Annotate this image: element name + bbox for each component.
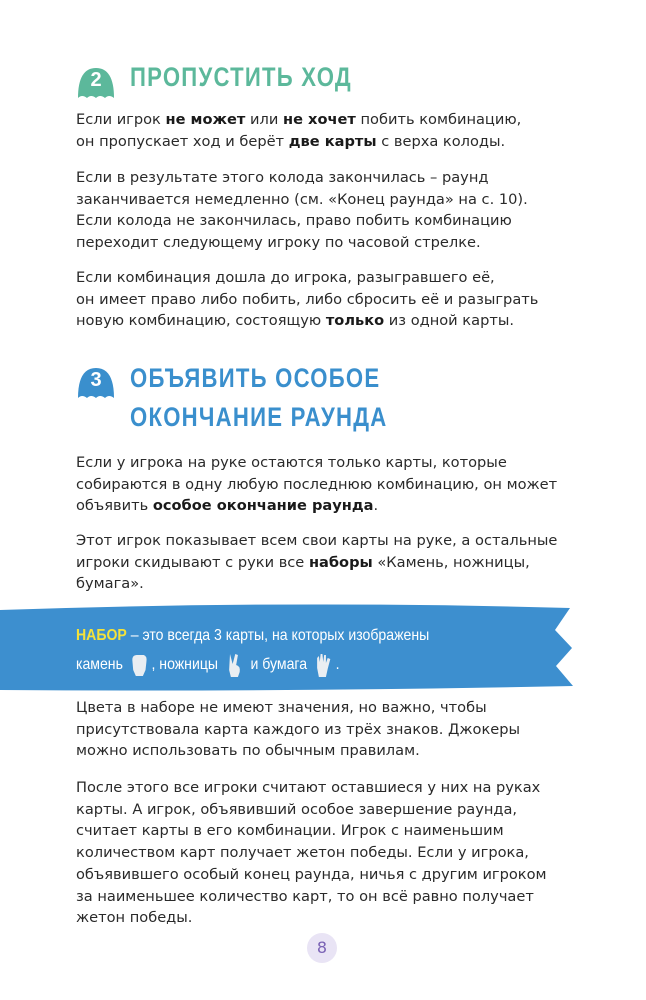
text: считает карты в его комбинации. Игрок с наименьшим [76, 822, 504, 840]
text-line [76, 820, 547, 842]
text-line [76, 131, 521, 153]
text-line [76, 289, 538, 311]
text-line [76, 167, 528, 189]
text-line [76, 719, 520, 741]
rock-hand-icon [129, 652, 148, 678]
set-keyword: НАБОР [76, 627, 127, 644]
bold-text: две карты [288, 132, 377, 150]
text: собираются в одну любую последнюю комбинацию, он может [76, 475, 558, 493]
text-line [76, 799, 547, 821]
bold-text: наборы [308, 553, 373, 571]
section-2-title: ПРОПУСТИТЬ ХОД [130, 62, 352, 92]
section-3-number: 3 [90, 369, 102, 391]
text-line [76, 474, 557, 496]
text: он имеет право либо побить, либо сбросить её и разыграть [76, 290, 539, 308]
text: Если в результате этого колода закончилась – раунд [76, 169, 489, 186]
paragraph [76, 777, 547, 929]
text-line [76, 777, 547, 799]
section-3-title-line-1: ОБЪЯВИТЬ ОСОБОЕ [130, 363, 381, 393]
text-line [76, 864, 547, 886]
rock-label: камень [76, 656, 123, 673]
paragraph [76, 167, 528, 254]
paragraph [76, 452, 557, 517]
text-line [76, 740, 520, 762]
text: . [373, 497, 379, 515]
text: игроки скидывают с руки все [76, 553, 309, 571]
text-line [76, 552, 557, 574]
text: объявившего особый конец раунда, ничья с другим игроком [76, 865, 547, 883]
text-line [76, 310, 538, 332]
text: После этого все игроки считают оставшиеся у них на руках [76, 779, 541, 796]
text: Если колода не закончилась, право побить комбинацию [76, 212, 512, 230]
text-line [76, 907, 547, 929]
text-line [76, 189, 528, 211]
text-line [76, 842, 547, 864]
text: из одной карты. [384, 312, 514, 330]
text: «Камень, ножницы, [372, 553, 530, 571]
text: Если игрок [76, 111, 166, 128]
text: количеством карт получает жетон победы. Если у игрока, [76, 844, 529, 862]
text: заканчивается немедленно (см. «Конец раунда» на с. 10). [76, 190, 528, 208]
scissors-label: , ножницы [151, 656, 219, 673]
text-line [76, 697, 520, 719]
section-2-number: 2 [90, 69, 102, 91]
text-line [76, 495, 557, 517]
text: Если комбинация дошла до игрока, разыгравшего её, [76, 269, 495, 286]
bold-text: особое окончание раунда [152, 497, 374, 515]
definition-text: – это всегда 3 карты, на которых изображены [126, 627, 430, 644]
text: присутствовала карта каждого из трёх знаков. Джокеры [76, 720, 521, 738]
text: он пропускает ход и берёт [76, 132, 289, 150]
text: объявить [76, 497, 153, 515]
paragraph [76, 530, 557, 595]
paragraph [76, 109, 521, 152]
paragraph [76, 697, 520, 762]
scissors-hand-icon [225, 652, 244, 678]
bold-text: не хочет [282, 111, 356, 128]
text-line [76, 210, 528, 232]
text: можно использовать по обычным правилам. [76, 742, 420, 760]
text: с верха колоды. [376, 132, 506, 150]
text: побить комбинацию, [355, 111, 522, 128]
text-line [76, 232, 528, 254]
paper-label: и бумага [250, 656, 308, 673]
text: за наименьшее количество карт, то он всё равно получает [76, 887, 534, 905]
text: Цвета в наборе не имеют значения, но важно, чтобы [76, 699, 487, 716]
text: или [245, 111, 283, 128]
text-line [76, 573, 557, 595]
text-line [76, 886, 547, 908]
text: Если у игрока на руке остаются только карты, которые [76, 454, 507, 471]
text-line [76, 530, 557, 552]
text: Этот игрок показывает всем свои карты на руке, а остальные [76, 532, 558, 549]
period: . [335, 656, 340, 673]
text: бумага». [76, 575, 144, 593]
page-number: 8 [307, 933, 337, 963]
set-definition [76, 621, 429, 679]
paragraph [76, 267, 538, 332]
text-line [76, 267, 538, 289]
text: карты. А игрок, объявивший особое завершение раунда, [76, 800, 518, 818]
text: жетон победы. [76, 909, 193, 927]
text-line [76, 109, 521, 131]
paper-hand-icon [314, 652, 333, 678]
bold-text: только [325, 312, 385, 330]
text: переходит следующему игроку по часовой стрелке. [76, 234, 481, 252]
section-3-title-line-2: ОКОНЧАНИЕ РАУНДА [130, 402, 388, 432]
text: новую комбинацию, состоящую [76, 312, 326, 330]
text-line [76, 452, 557, 474]
bold-text: не может [165, 111, 246, 128]
